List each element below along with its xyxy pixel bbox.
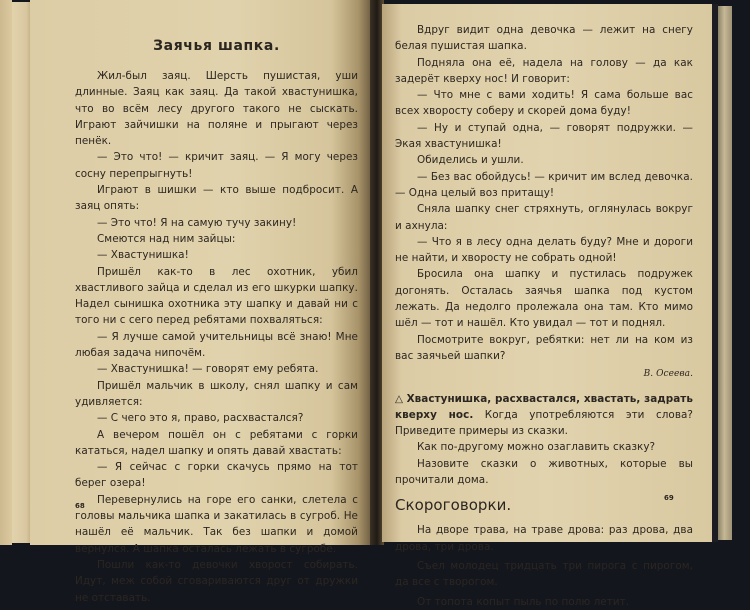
exercise-text: Когда употребляются эти слова? Приведите примеры из сказки. bbox=[395, 408, 693, 438]
paragraph: — Что я в лесу одна делать буду? Мне и дороги не найти, и хворосту не собрать одной! bbox=[395, 235, 693, 265]
paragraph: Пришёл мальчик в школу, снял шапку и сам удивляется: bbox=[75, 379, 358, 408]
paragraph: — Я лучше самой учительницы всё знаю! Мне любая задача нипочём. bbox=[75, 330, 358, 360]
right-page-text bbox=[395, 22, 693, 610]
exercise-question: Назовите сказки о животных, которые вы прочитали дома. bbox=[395, 457, 693, 487]
paragraph: Подняла она её, надела на голову — да как задерёт кверху нос! И говорит: bbox=[395, 56, 693, 85]
paragraph: Сняла шапку снег стряхнуть, оглянулась вокруг и ахнула: bbox=[395, 203, 693, 232]
story-title: Заячья шапка. bbox=[153, 38, 280, 54]
tongue-twister: От топота копыт пыль по полю летит. bbox=[417, 595, 630, 608]
paragraph: — Хвастунишка! — говорят ему ребята. bbox=[97, 363, 319, 376]
page-stack-edge-left bbox=[0, 0, 12, 545]
tongue-twister: Съел молодец тридцать три пирога с пирогом, да все с творогом. bbox=[395, 559, 693, 589]
paragraph: А вечером пошёл он с ребятами с горки кататься, надел шапку и опять давай хвастать: bbox=[75, 428, 358, 457]
left-page-text bbox=[75, 36, 358, 606]
paragraph: Пошли как-то девочки хворост собирать. Идут, меж собой сговариваются друг от дружки не отставать. bbox=[75, 558, 358, 604]
paragraph: — Без вас обойдусь! — кричит им вслед девочка.— Одна целый воз притащу! bbox=[395, 170, 693, 199]
paragraph: Обиделись и ушли. bbox=[417, 154, 524, 167]
author-signature: В. Осеева. bbox=[643, 369, 693, 380]
paragraph: Бросила она шапку и пустилась подружек догонять. Осталась заячья шапка под кустом лежать. Да недолго пролежала она там. Кто мимо шёл — тот и нашёл. Кто увидал — тот и поднял. bbox=[395, 268, 693, 330]
paragraph: Вдруг видит одна девочка — лежит на снегу белая пушистая шапка. bbox=[395, 24, 693, 53]
paragraph: Жил-был заяц. Шерсть пушистая, уши длинные. Заяц как заяц. Да такой хвастунишка, что во всём лесу другого такого не сыскать. Играют зайчишки на поляне и прыгают через пенёк. bbox=[75, 70, 358, 148]
page-stack-edge-right bbox=[718, 6, 732, 540]
paragraph: Смеются над ним зайцы: bbox=[97, 232, 236, 245]
page-stack-edge-left-inner bbox=[12, 2, 30, 543]
paragraph: — Что мне с вами ходить! Я сама больше вас всех хворосту соберу и скорей дома буду! bbox=[395, 89, 693, 118]
paragraph: — Я сейчас с горки скачусь прямо на тот берег озера! bbox=[75, 461, 358, 490]
paragraph: — С чего это я, право, расхвастался? bbox=[97, 412, 304, 425]
paragraph: Посмотрите вокруг, ребятки: нет ли на ком из вас заячьей шапки? bbox=[395, 333, 693, 362]
paragraph: Играют в шишки — кто выше подбросит. А заяц опять: bbox=[75, 184, 358, 213]
paragraph: — Ну и ступай одна, — говорят подружки. — Экая хвастунишка! bbox=[395, 121, 693, 151]
exercise-question: Как по-другому можно озаглавить сказку? bbox=[417, 441, 656, 454]
paragraph: — Хвастунишка! bbox=[97, 249, 189, 262]
paragraph: — Это что! Я на самую тучу закину! bbox=[97, 216, 297, 229]
triangle-icon: △ bbox=[395, 392, 404, 405]
paragraph: Перевернулись на горе его санки, слетела с головы мальчика шапка и закатилась в сугроб. Не нашёл её мальчик. Так без шапки и домой вернулся. А шапка осталась лежать в сугробе. bbox=[75, 493, 358, 555]
paragraph: — Это что! — кричит заяц. — Я могу через сосну перепрыгнуть! bbox=[75, 151, 358, 180]
page-number-right: 69 bbox=[664, 494, 674, 502]
tongue-twister: На дворе трава, на траве дрова: раз дрова, два дрова, три дрова. bbox=[395, 524, 693, 553]
section-title: Скороговорки. bbox=[395, 496, 512, 515]
paragraph: Пришёл как-то в лес охотник, убил хвастливого зайца и сделал из его шкурки шапку. Надел сынишка охотника эту шапку и давай ни с того ни с сего перед ребятами похваляться: bbox=[75, 265, 358, 327]
exercise-block bbox=[395, 391, 693, 440]
page-number-left: 68 bbox=[75, 502, 85, 510]
exercise-keywords: Хвастунишка, расхвастался, хвастать, задрать кверху нос. bbox=[395, 392, 693, 421]
